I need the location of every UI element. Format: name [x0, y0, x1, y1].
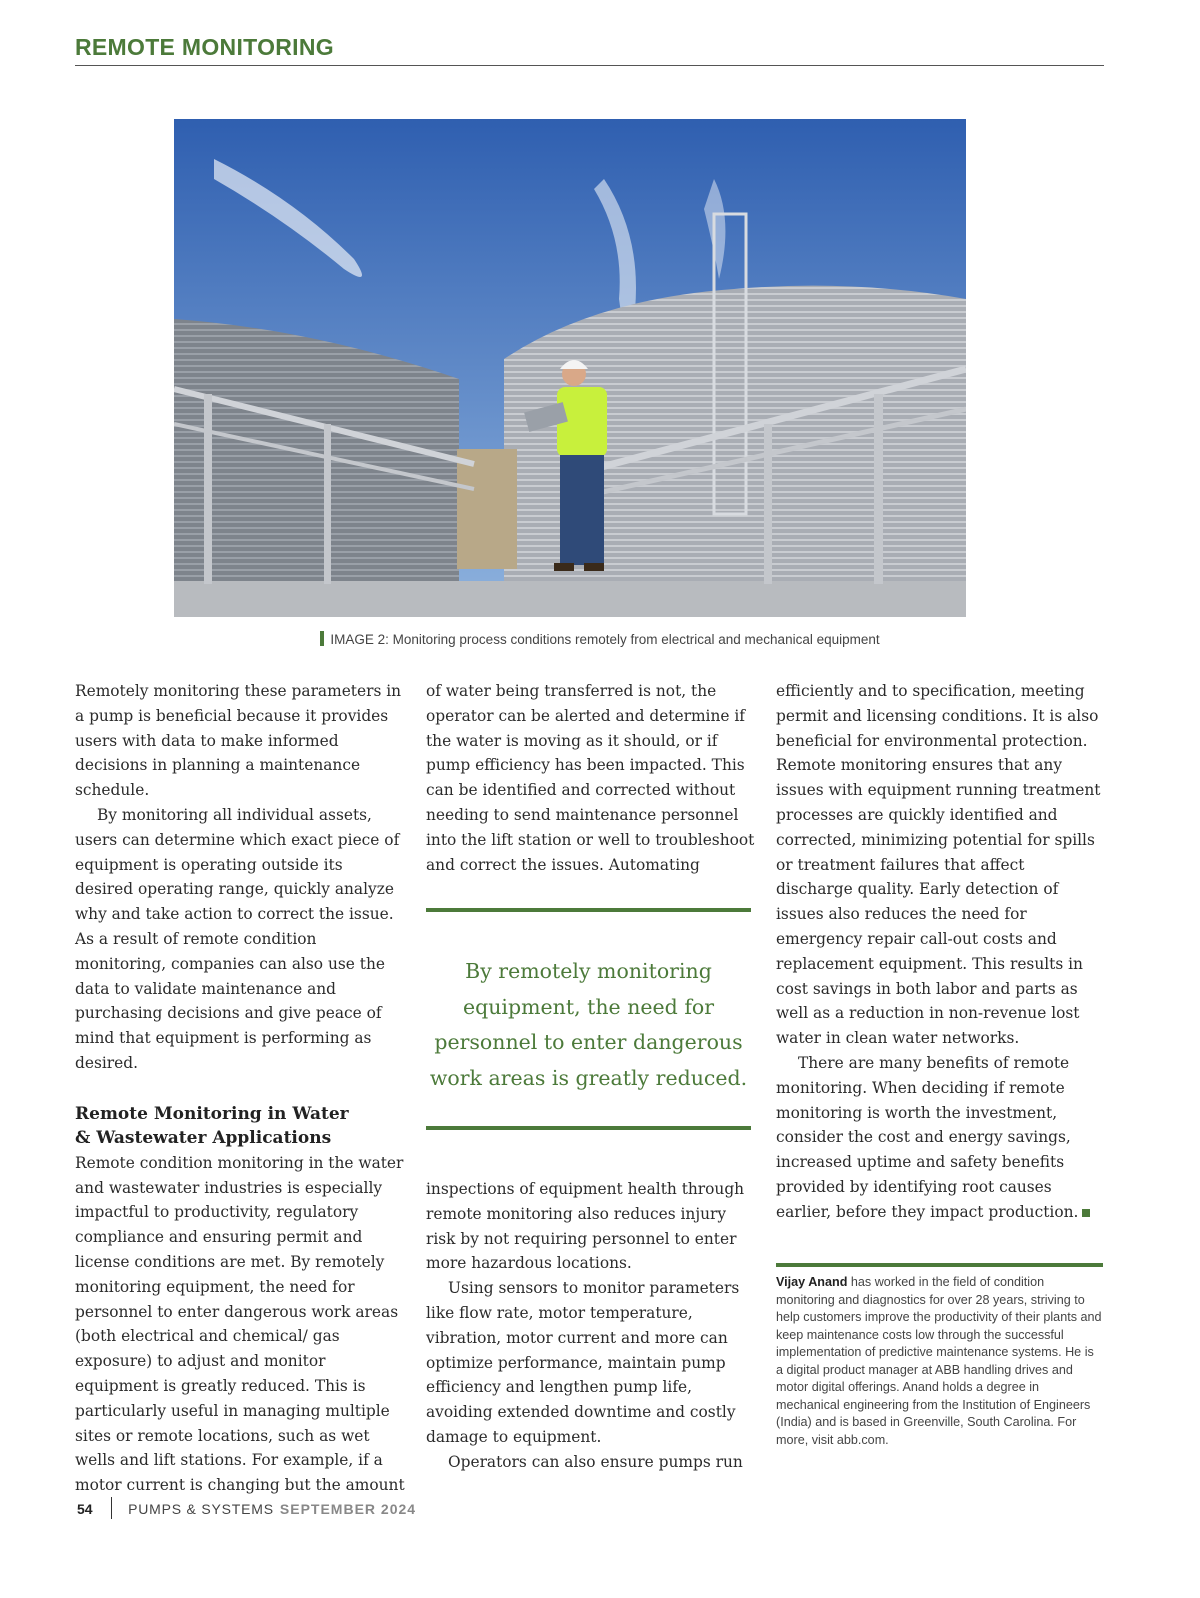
author-name: Vijay Anand [776, 1275, 848, 1289]
article-column-2-bottom [426, 1177, 756, 1475]
publication-name: PUMPS & SYSTEMS [128, 1501, 274, 1517]
paragraph-final [776, 1051, 1106, 1225]
issue-date: SEPTEMBER 2024 [279, 1501, 417, 1517]
end-mark-icon [1082, 1209, 1090, 1217]
paragraph: inspections of equipment health through remote monitoring also reduces injury risk by not requiring personnel to enter more hazardous locations. [426, 1180, 745, 1273]
article-column-3 [776, 679, 1106, 1225]
paragraph: Using sensors to monitor parameters like flow rate, motor temperature, vibration, motor current and more can optimize performance, maintain pump efficiency and lengthen pump life, avoiding extended downtime and costly damage to equipment. [426, 1279, 740, 1446]
paragraph: of water being transferred is not, the operator can be alerted and determine if the water is moving as it should, or if pump efficiency has been impacted. This can be identified and corrected without needing to send maintenance personnel into the lift station or well to troubleshoot and correct the issues. Automating [426, 682, 755, 874]
pull-quote [426, 908, 751, 1130]
footer-divider [111, 1497, 113, 1519]
paragraph: Remote condition monitoring in the water and wastewater industries is especially impactful to productivity, regulatory compliance and ensuring permit and license conditions are met. By remotely monitoring equipment, the need for personnel to enter dangerous work areas (both electrical and chemical/ gas exposure) to adjust and monitor equipment is greatly reduced. This is particularly useful in managing multiple sites or remote locations, such as wet wells and lift stations. For example, if a motor current is changing but the amount [75, 1153, 405, 1495]
caption-text: IMAGE 2: Monitoring process conditions remotely from electrical and mechanical equipment [330, 632, 880, 647]
caption-marker [320, 631, 324, 646]
section-header [75, 34, 1104, 66]
section-title: REMOTE MONITORING [75, 34, 334, 60]
paragraph: By monitoring all individual assets, users can determine which exact piece of equipment is operating outside its desired operating range, quickly analyze why and take action to correct the issue. As a result of remote condition monitoring, companies can also use the data to validate maintenance and purchasing decisions and give peace of mind that equipment is performing as desired. [75, 805, 400, 1072]
article-column-1 [75, 679, 405, 1498]
paragraph: efficiently and to specification, meeting permit and licensing conditions. It is also beneficial for environmental protection. Remote monitoring ensures that any issues with equipment running treatment processes are quickly identified and corrected, minimizing potential for spills or treatment failures that affect discharge quality. Early detection of issues also reduces the need for emergency repair call-out costs and replacement equipment. This results in cost savings in both labor and parts as well as a reduction in non-revenue lost water in clean water networks. [776, 682, 1101, 1048]
subheading-line: & Wastewater Applications [75, 1128, 332, 1149]
section-subheading [75, 1102, 405, 1151]
image-caption [0, 631, 1200, 647]
author-bio-text: has worked in the field of condition monitoring and diagnostics for over 28 years, striving to help customers improve the productivity of their plants and keep maintenance costs low through the successful implementation of predictive maintenance systems. He is a digital product manager at ABB handling drives and motor digital offerings. Anand holds a degree in mechanical engineering from the Institution of Engineers (India) and is based in Greenville, South Carolina. For more, visit abb.com. [776, 1275, 1102, 1447]
subheading-line: Remote Monitoring in Water [75, 1103, 349, 1124]
paragraph: Remotely monitoring these parameters in a pump is beneficial because it provides users with data to make informed decisions in planning a maintenance schedule. [75, 682, 402, 800]
author-bio [776, 1263, 1103, 1449]
page-footer [77, 1497, 416, 1519]
paragraph-text: There are many benefits of remote monitoring. When deciding if remote monitoring is worth the investment, consider the cost and energy savings, increased uptime and safety benefits provided by identifying root causes earlier, before they impact production. [776, 1053, 1079, 1221]
paragraph: Operators can also ensure pumps run [448, 1452, 743, 1471]
pull-quote-text: By remotely monitoring equipment, the need for personnel to enter dangerous work areas is greatly reduced. [429, 959, 748, 1090]
photo-worker-water-tanks-icon [174, 119, 966, 617]
page-number: 54 [77, 1501, 93, 1517]
article-column-2-top [426, 679, 756, 877]
article-photo [174, 119, 966, 617]
